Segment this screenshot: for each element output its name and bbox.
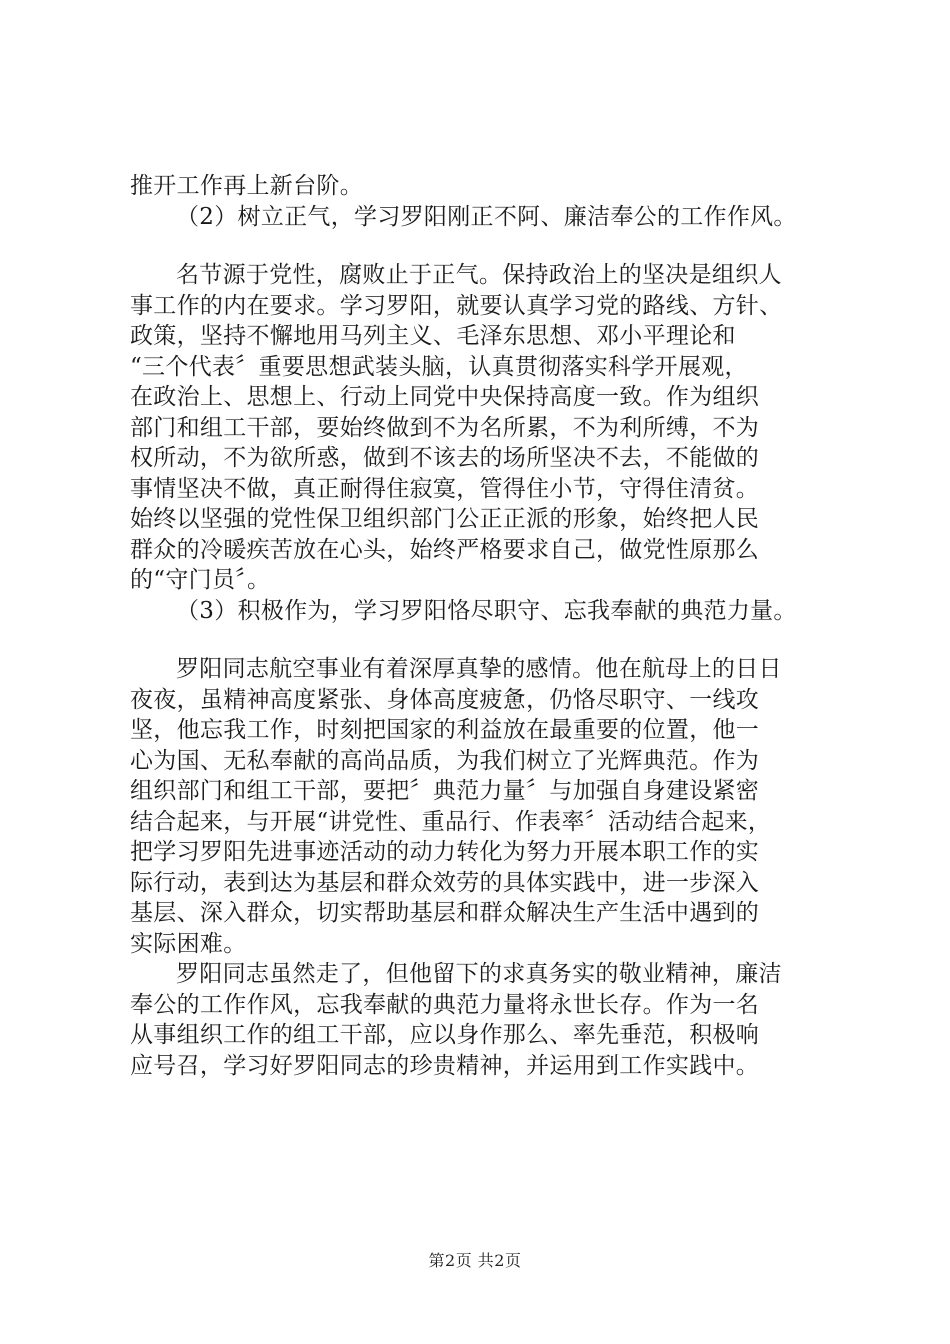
paragraph-line: 从事组织工作的组工干部，应以身作那么、率先垂范，积极响 [130, 1022, 760, 1048]
paragraph-line: 始终以坚强的党性保卫组织部门公正正派的形象，始终把人民 [130, 506, 760, 532]
document-body [130, 171, 830, 1081]
paragraph-line: 奉公的工作作风，忘我奉献的典范力量将永世长存。作为一名 [130, 991, 760, 1018]
section-heading-3: （3）积极作为，学习罗阳恪尽职守、忘我奉献的典范力量。 [176, 597, 797, 624]
paragraph-line: 结合起来，与开展“讲党性、重品行、作表率〞活动结合起来， [130, 808, 772, 835]
paragraph-line: 在政治上、思想上、行动上同党中央保持高度一致。作为组织 [130, 384, 760, 410]
paragraph-line: 的“守门员〞。 [130, 567, 271, 593]
paragraph-line: 部门和组工干部，要始终做到不为名所累，不为利所缚，不为 [130, 414, 760, 441]
page-footer [0, 1248, 950, 1271]
paragraph-3 [130, 654, 830, 959]
section-heading-2: （2）树立正气，学习罗阳刚正不阿、廉洁奉公的工作作风。 [176, 203, 797, 230]
paragraph-line: 夜夜，虽精神高度紧张、身体高度疲惫，仍恪尽职守、一线攻 [130, 686, 760, 713]
paragraph-line: 政策，坚持不懈地用马列主义、毛泽东思想、邓小平理论和 [130, 323, 736, 349]
paragraph-line: 把学习罗阳先进事迹活动的动力转化为努力开展本职工作的实 [130, 839, 760, 865]
paragraph-line: 推开工作再上新台阶。 [130, 173, 363, 199]
paragraph-line: 实际困难。 [130, 930, 247, 957]
paragraph-line: 权所动，不为欲所惑，做到不该去的场所坚决不去，不能做的 [130, 445, 760, 471]
paragraph-line: 名节源于党性，腐败止于正气。保持政治上的坚决是组织人 [176, 262, 782, 288]
paragraph-line: 事工作的内在要求。学习罗阳，就要认真学习党的路线、方针、 [130, 292, 783, 319]
page-number-label: 第2页 共2页 [428, 1251, 522, 1270]
paragraph-line: 群众的冷暖疾苦放在心头，始终严格要求自己，做党性原那么 [130, 536, 760, 563]
paragraph-line: “三个代表〞重要思想武装头脑，认真贯彻落实科学开展观， [130, 353, 748, 380]
paragraph-line: 心为国、无私奉献的高尚品质，为我们树立了光辉典范。作为 [130, 747, 760, 774]
paragraph-gap [130, 232, 830, 260]
paragraph-line: 罗阳同志航空事业有着深厚真挚的感情。他在航母上的日日 [176, 656, 782, 682]
paragraph-line: 事情坚决不做，真正耐得住寂寞，管得住小节，守得住清贫。 [130, 475, 760, 502]
paragraph-line: 应号召，学习好罗阳同志的珍贵精神，并运用到工作实践中。 [130, 1052, 760, 1079]
paragraph-2 [130, 260, 830, 596]
paragraph-line: 坚，他忘我工作，时刻把国家的利益放在最重要的位置，他一 [130, 717, 760, 743]
paragraph-4 [130, 959, 830, 1081]
paragraph-line: 际行动，表到达为基层和群众效劳的具体实践中，进一步深入 [130, 869, 760, 896]
paragraph-line: 组织部门和组工干部，要把〞典范力量〞与加强自身建设紧密 [130, 778, 760, 804]
paragraph-line: 基层、深入群众，切实帮助基层和群众解决生产生活中遇到的 [130, 900, 760, 926]
paragraph-line: 罗阳同志虽然走了，但他留下的求真务实的敬业精神，廉洁 [176, 961, 782, 987]
paragraph-gap [130, 626, 830, 654]
